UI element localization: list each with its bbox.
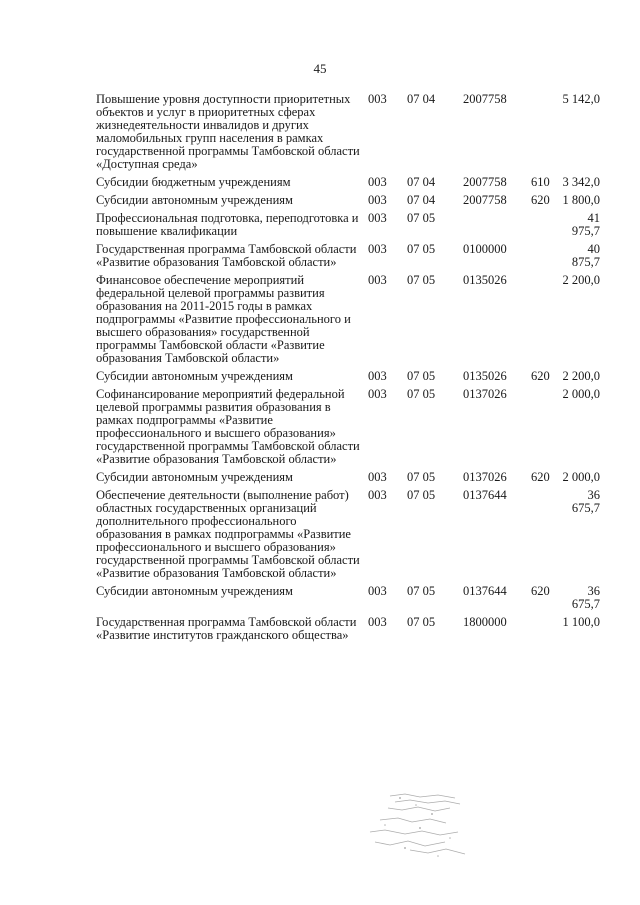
row-name: Субсидии автономным учреждениям bbox=[96, 584, 293, 598]
row-admin-code: 003 bbox=[368, 211, 387, 225]
table-row bbox=[96, 212, 600, 243]
row-name: Повышение уровня доступности приоритетных объектов и услуг в приоритетных сферах жизнедеятельности инвалидов и других маломобильных групп населения в рамках государственной программы Тамбовской области «Доступная среда» bbox=[96, 92, 360, 171]
table-row bbox=[96, 194, 600, 212]
row-amount: 2 200,0 bbox=[562, 369, 600, 383]
row-amount: 36 675,7 bbox=[571, 584, 600, 611]
table-body bbox=[96, 93, 600, 647]
row-section-code: 07 05 bbox=[407, 387, 436, 401]
row-name: Субсидии автономным учреждениям bbox=[96, 193, 293, 207]
table-row bbox=[96, 388, 600, 471]
row-admin-code: 003 bbox=[368, 584, 387, 598]
row-amount: 36 675,7 bbox=[571, 488, 600, 515]
row-expense-type bbox=[525, 489, 561, 585]
row-target-code: 1800000 bbox=[463, 615, 507, 629]
row-amount: 3 342,0 bbox=[562, 175, 600, 189]
row-admin-code: 003 bbox=[368, 387, 387, 401]
row-expense-type bbox=[525, 274, 561, 370]
row-amount: 2 000,0 bbox=[562, 387, 600, 401]
table-row bbox=[96, 93, 600, 176]
row-name: Профессиональная подготовка, переподготовка и повышение квалификации bbox=[96, 211, 359, 238]
row-target-code: 0137026 bbox=[463, 470, 507, 484]
row-target-code: 0137026 bbox=[463, 387, 507, 401]
row-target-code: 0137644 bbox=[463, 584, 507, 598]
row-name: Субсидии автономным учреждениям bbox=[96, 369, 293, 383]
row-admin-code: 003 bbox=[368, 273, 387, 287]
row-expense-type: 620 bbox=[531, 470, 550, 484]
row-section-code: 07 05 bbox=[407, 273, 436, 287]
row-target-code: 2007758 bbox=[463, 193, 507, 207]
row-amount: 40 875,7 bbox=[571, 242, 600, 269]
table-row bbox=[96, 585, 600, 616]
row-target-code bbox=[457, 212, 525, 243]
row-admin-code: 003 bbox=[368, 369, 387, 383]
row-admin-code: 003 bbox=[368, 242, 387, 256]
row-section-code: 07 05 bbox=[407, 584, 436, 598]
row-expense-type: 620 bbox=[531, 584, 550, 598]
row-section-code: 07 05 bbox=[407, 615, 436, 629]
row-section-code: 07 05 bbox=[407, 369, 436, 383]
row-section-code: 07 04 bbox=[407, 193, 436, 207]
row-section-code: 07 05 bbox=[407, 211, 436, 225]
row-expense-type: 610 bbox=[531, 175, 550, 189]
row-name: Софинансирование мероприятий федеральной целевой программы развития образования в рамках подпрограммы «Развитие профессионального и высшего образования» государственной программы Тамбовской области «Развитие образования Тамбовской области» bbox=[96, 387, 360, 466]
row-expense-type bbox=[525, 616, 561, 647]
row-admin-code: 003 bbox=[368, 193, 387, 207]
row-amount: 2 000,0 bbox=[562, 470, 600, 484]
table-row bbox=[96, 243, 600, 274]
row-name: Субсидии бюджетным учреждениям bbox=[96, 175, 291, 189]
row-expense-type bbox=[525, 212, 561, 243]
row-target-code: 0135026 bbox=[463, 273, 507, 287]
row-admin-code: 003 bbox=[368, 488, 387, 502]
row-admin-code: 003 bbox=[368, 470, 387, 484]
row-section-code: 07 04 bbox=[407, 175, 436, 189]
official-stamp bbox=[350, 790, 480, 860]
row-name: Обеспечение деятельности (выполнение работ) областных государственных организаций дополнительного профессионального образования в рамках подпрограммы «Развитие профессионального и высшего образования» государственной программы Тамбовской области «Развитие образования Тамбовской области» bbox=[96, 488, 360, 580]
table-row bbox=[96, 471, 600, 489]
row-expense-type: 620 bbox=[531, 369, 550, 383]
row-target-code: 0135026 bbox=[463, 369, 507, 383]
row-expense-type bbox=[525, 93, 561, 176]
row-target-code: 0137644 bbox=[463, 488, 507, 502]
row-admin-code: 003 bbox=[368, 175, 387, 189]
row-name: Государственная программа Тамбовской области «Развитие образования Тамбовской области» bbox=[96, 242, 357, 269]
table-row bbox=[96, 274, 600, 370]
table-row bbox=[96, 489, 600, 585]
row-section-code: 07 04 bbox=[407, 92, 436, 106]
row-admin-code: 003 bbox=[368, 615, 387, 629]
row-amount: 1 800,0 bbox=[562, 193, 600, 207]
table-row bbox=[96, 370, 600, 388]
row-name: Финансовое обеспечение мероприятий федеральной целевой программы развития образования на 2011-2015 годы в рамках подпрограммы «Развитие профессионального и высшего образования» государственной программы Тамбовской области «Развитие образования Тамбовской области» bbox=[96, 273, 351, 365]
row-expense-type bbox=[525, 243, 561, 274]
row-section-code: 07 05 bbox=[407, 470, 436, 484]
row-target-code: 0100000 bbox=[463, 242, 507, 256]
row-name: Субсидии автономным учреждениям bbox=[96, 470, 293, 484]
table-row bbox=[96, 616, 600, 647]
row-section-code: 07 05 bbox=[407, 488, 436, 502]
row-name: Государственная программа Тамбовской области «Развитие институтов гражданского общества» bbox=[96, 615, 357, 642]
row-amount: 5 142,0 bbox=[562, 92, 600, 106]
row-target-code: 2007758 bbox=[463, 92, 507, 106]
budget-table bbox=[96, 93, 600, 647]
row-admin-code: 003 bbox=[368, 92, 387, 106]
row-section-code: 07 05 bbox=[407, 242, 436, 256]
row-amount: 2 200,0 bbox=[562, 273, 600, 287]
page-number: 45 bbox=[313, 61, 327, 76]
row-expense-type bbox=[525, 388, 561, 471]
row-target-code: 2007758 bbox=[463, 175, 507, 189]
row-amount: 1 100,0 bbox=[562, 615, 600, 629]
row-amount: 41 975,7 bbox=[571, 211, 600, 238]
row-expense-type: 620 bbox=[531, 193, 550, 207]
table-row bbox=[96, 176, 600, 194]
